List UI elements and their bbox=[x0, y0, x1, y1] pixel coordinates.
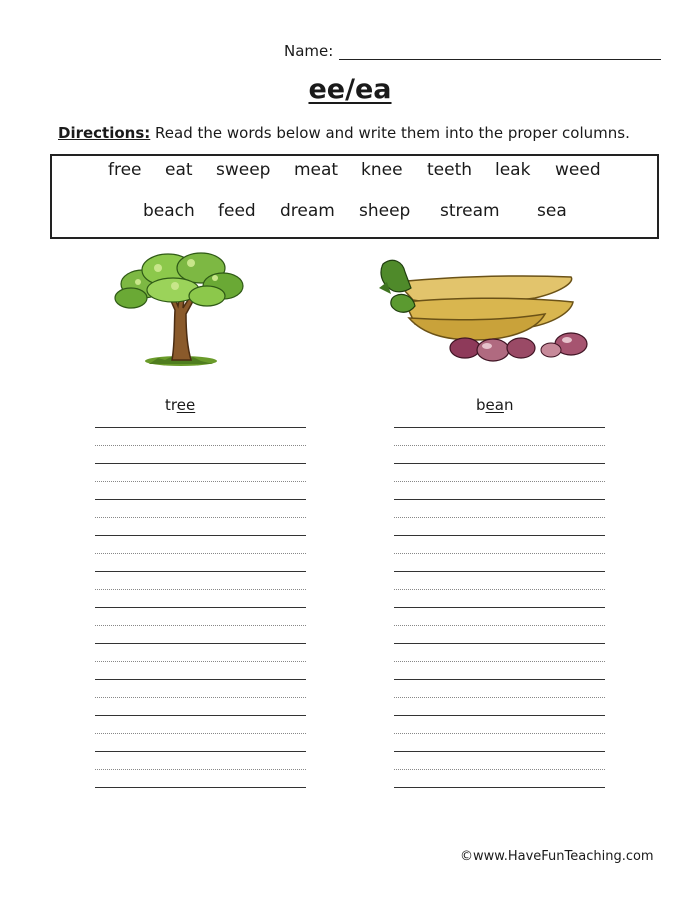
writing-line[interactable] bbox=[394, 535, 605, 536]
writing-line[interactable] bbox=[394, 499, 605, 500]
writing-line[interactable] bbox=[394, 787, 605, 788]
writing-line[interactable] bbox=[394, 751, 605, 752]
writing-line[interactable] bbox=[95, 499, 306, 500]
word-bank-word: leak bbox=[495, 160, 531, 180]
writing-line[interactable] bbox=[394, 571, 605, 572]
footer-copyright: ©www.HaveFunTeaching.com bbox=[460, 849, 654, 864]
writing-line[interactable] bbox=[394, 643, 605, 644]
writing-guide-line bbox=[394, 769, 605, 770]
writing-column-bean[interactable] bbox=[394, 427, 605, 788]
column-label-tree: tree bbox=[165, 396, 196, 414]
bean-pods-icon bbox=[375, 252, 605, 364]
writing-line[interactable] bbox=[95, 571, 306, 572]
writing-line[interactable] bbox=[394, 715, 605, 716]
word-bank-word: beach bbox=[143, 201, 195, 221]
worksheet-title: ee/ea bbox=[308, 74, 392, 105]
word-bank-word: knee bbox=[361, 160, 403, 180]
word-bank-word: stream bbox=[440, 201, 500, 221]
word-bank-word: eat bbox=[165, 160, 193, 180]
word-bank-word: dream bbox=[280, 201, 335, 221]
writing-line[interactable] bbox=[95, 463, 306, 464]
writing-guide-line bbox=[95, 589, 306, 590]
writing-guide-line bbox=[394, 697, 605, 698]
name-field[interactable] bbox=[284, 42, 661, 60]
word-bank-word: weed bbox=[555, 160, 601, 180]
writing-guide-line bbox=[394, 733, 605, 734]
word-bank-word: sea bbox=[537, 201, 567, 221]
writing-line[interactable] bbox=[95, 607, 306, 608]
directions-text: Read the words below and write them into the proper columns. bbox=[150, 124, 630, 142]
writing-guide-line bbox=[95, 445, 306, 446]
writing-guide-line bbox=[394, 553, 605, 554]
writing-guide-line bbox=[95, 517, 306, 518]
writing-line[interactable] bbox=[394, 679, 605, 680]
writing-line[interactable] bbox=[394, 607, 605, 608]
writing-line[interactable] bbox=[95, 679, 306, 680]
word-bank-word: sheep bbox=[359, 201, 411, 221]
word-bank-word: meat bbox=[294, 160, 339, 180]
writing-line[interactable] bbox=[394, 427, 605, 428]
writing-guide-line bbox=[394, 517, 605, 518]
writing-line[interactable] bbox=[95, 715, 306, 716]
word-bank-word: free bbox=[108, 160, 142, 180]
word-bank-word: teeth bbox=[427, 160, 473, 180]
writing-guide-line bbox=[394, 625, 605, 626]
word-bank-word: feed bbox=[218, 201, 256, 221]
writing-line[interactable] bbox=[95, 427, 306, 428]
directions bbox=[58, 124, 630, 142]
word-bank-word: sweep bbox=[216, 160, 271, 180]
writing-guide-line bbox=[95, 661, 306, 662]
writing-guide-line bbox=[95, 697, 306, 698]
writing-guide-line bbox=[394, 661, 605, 662]
tree-icon bbox=[103, 248, 247, 370]
word-bank bbox=[50, 154, 659, 239]
writing-column-tree[interactable] bbox=[95, 427, 306, 788]
writing-line[interactable] bbox=[394, 463, 605, 464]
writing-line[interactable] bbox=[95, 535, 306, 536]
writing-guide-line bbox=[394, 445, 605, 446]
writing-guide-line bbox=[95, 625, 306, 626]
writing-line[interactable] bbox=[95, 751, 306, 752]
writing-guide-line bbox=[394, 481, 605, 482]
writing-guide-line bbox=[95, 553, 306, 554]
writing-line[interactable] bbox=[95, 787, 306, 788]
writing-guide-line bbox=[95, 769, 306, 770]
writing-guide-line bbox=[95, 481, 306, 482]
name-write-line[interactable] bbox=[339, 44, 661, 60]
directions-label: Directions: bbox=[58, 124, 151, 142]
name-label: Name: bbox=[284, 42, 334, 60]
writing-line[interactable] bbox=[95, 643, 306, 644]
writing-guide-line bbox=[95, 733, 306, 734]
column-label-bean: bean bbox=[476, 396, 514, 414]
writing-guide-line bbox=[394, 589, 605, 590]
